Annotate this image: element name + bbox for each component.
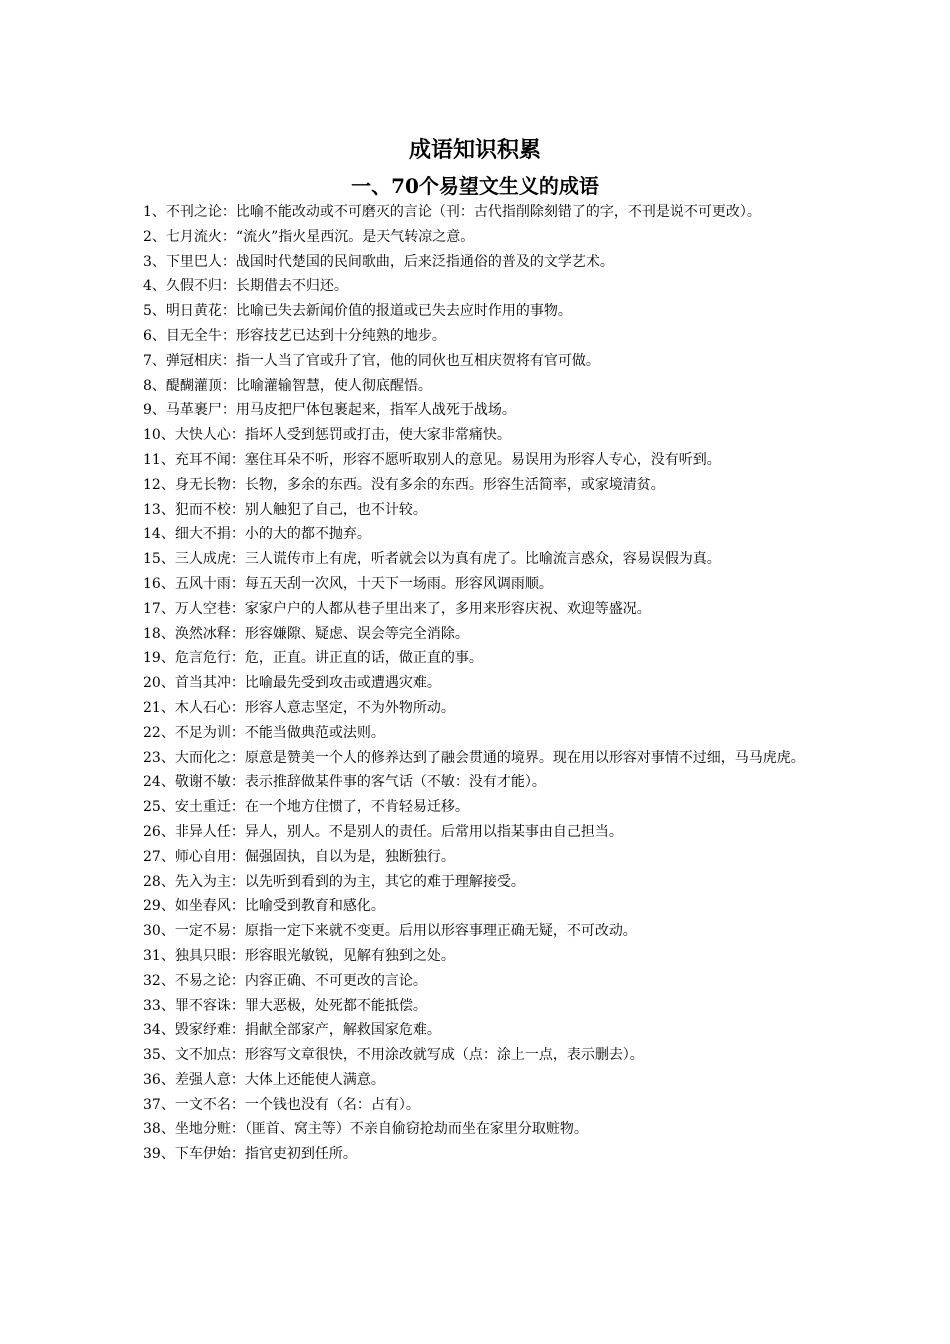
idiom-entry: 32、不易之论：内容正确、不可更改的言论。 (143, 972, 427, 989)
idiom-entry: 15、三人成虎：三人谎传市上有虎，听者就会以为真有虎了。比喻流言惑众，容易误假为真。 (143, 551, 721, 568)
idiom-entry: 25、安土重迁：在一个地方住惯了，不肯轻易迁移。 (143, 799, 469, 816)
idiom-entry: 14、细大不捐：小的大的都不抛弃。 (143, 526, 371, 543)
idiom-entry: 38、坐地分赃：（匪首、窝主等）不亲自偷窃抢劫而坐在家里分取赃物。 (143, 1121, 588, 1138)
idiom-entry: 35、文不加点：形容写文章很快，不用涂改就写成（点：涂上一点，表示删去）。 (143, 1047, 644, 1064)
idiom-entry: 6、目无全牛：形容技艺已达到十分纯熟的地步。 (143, 327, 446, 344)
idiom-entry: 12、身无长物：长物，多余的东西。没有多余的东西。形容生活简率，或家境清贫。 (143, 476, 665, 493)
idiom-entry: 7、弹冠相庆：指一人当了官或升了官，他的同伙也互相庆贺将有官可做。 (143, 352, 600, 369)
idiom-entry: 11、充耳不闻：塞住耳朵不听，形容不愿听取别人的意见。易误用为形容人专心，没有听到。 (143, 451, 721, 468)
idiom-entry: 26、非异人任：异人，别人。不是别人的责任。后常用以指某事由自己担当。 (143, 823, 623, 840)
idiom-entry: 21、木人石心：形容人意志坚定，不为外物所动。 (143, 699, 455, 716)
idiom-entry: 22、不足为训：不能当做典范或法则。 (143, 724, 385, 741)
idiom-entry: 16、五风十雨：每五天刮一次风，十天下一场雨。形容风调雨顺。 (143, 575, 553, 592)
idiom-list (143, 200, 811, 1167)
document-title: 成语知识积累 (408, 137, 541, 163)
idiom-entry: 24、敬谢不敏：表示推辞做某件事的客气话（不敏：没有才能）。 (143, 774, 546, 791)
idiom-entry: 34、毁家纾难：捐献全部家产，解救国家危难。 (143, 1022, 441, 1039)
idiom-entry: 29、如坐春风：比喻受到教育和感化。 (143, 898, 385, 915)
idiom-entry: 27、师心自用：倔强固执，自以为是，独断独行。 (143, 848, 455, 865)
idiom-entry: 36、差强人意：大体上还能使人满意。 (143, 1071, 385, 1088)
idiom-entry: 33、罪不容诛：罪大恶极，处死都不能抵偿。 (143, 997, 427, 1014)
idiom-entry: 4、久假不归：长期借去不归还。 (143, 278, 348, 295)
idiom-entry: 10、大快人心：指坏人受到惩罚或打击，使大家非常痛快。 (143, 427, 511, 444)
idiom-entry: 37、一文不名：一个钱也没有（名：占有）。 (143, 1096, 420, 1113)
idiom-entry: 31、独具只眼：形容眼光敏锐，见解有独到之处。 (143, 947, 455, 964)
idiom-entry: 9、马革裹尸：用马皮把尸体包裹起来，指军人战死于战场。 (143, 402, 516, 419)
idiom-entry: 5、明日黄花：比喻已失去新闻价值的报道或已失去应时作用的事物。 (143, 303, 572, 320)
idiom-entry: 19、危言危行：危，正直。讲正直的话，做正直的事。 (143, 650, 483, 667)
idiom-entry: 3、下里巴人：战国时代楚国的民间歌曲，后来泛指通俗的普及的文学艺术。 (143, 253, 614, 270)
idiom-entry: 8、醍醐灌顶：比喻灌输智慧，使人彻底醒悟。 (143, 377, 432, 394)
idiom-entry: 1、不刊之论：比喻不能改动或不可磨灭的言论（刊：古代指削除刻错了的字，不刊是说不可更改）。 (143, 204, 761, 220)
idiom-entry: 18、涣然冰释：形容嫌隙、疑虑、误会等完全消除。 (143, 625, 469, 642)
section-heading: 一、70个易望文生义的成语 (351, 174, 599, 198)
idiom-entry: 20、首当其冲：比喻最先受到攻击或遭遇灾难。 (143, 675, 441, 692)
idiom-entry: 28、先入为主：以先听到看到的为主，其它的难于理解接受。 (143, 873, 525, 890)
idiom-entry: 30、一定不易：原指一定下来就不变更。后用以形容事理正确无疑，不可改动。 (143, 923, 637, 940)
idiom-entry: 23、大而化之：原意是赞美一个人的修养达到了融会贯通的境界。现在用以形容对事情不过细，马马虎虎。 (143, 749, 805, 766)
idiom-entry: 13、犯而不校：别人触犯了自己，也不计较。 (143, 501, 427, 518)
idiom-entry: 17、万人空巷：家家户户的人都从巷子里出来了，多用来形容庆祝、欢迎等盛况。 (143, 600, 651, 617)
idiom-entry: 39、下车伊始：指官吏初到任所。 (143, 1146, 357, 1163)
idiom-entry: 2、七月流火：“流火”指火星西沉。是天气转凉之意。 (143, 228, 475, 245)
